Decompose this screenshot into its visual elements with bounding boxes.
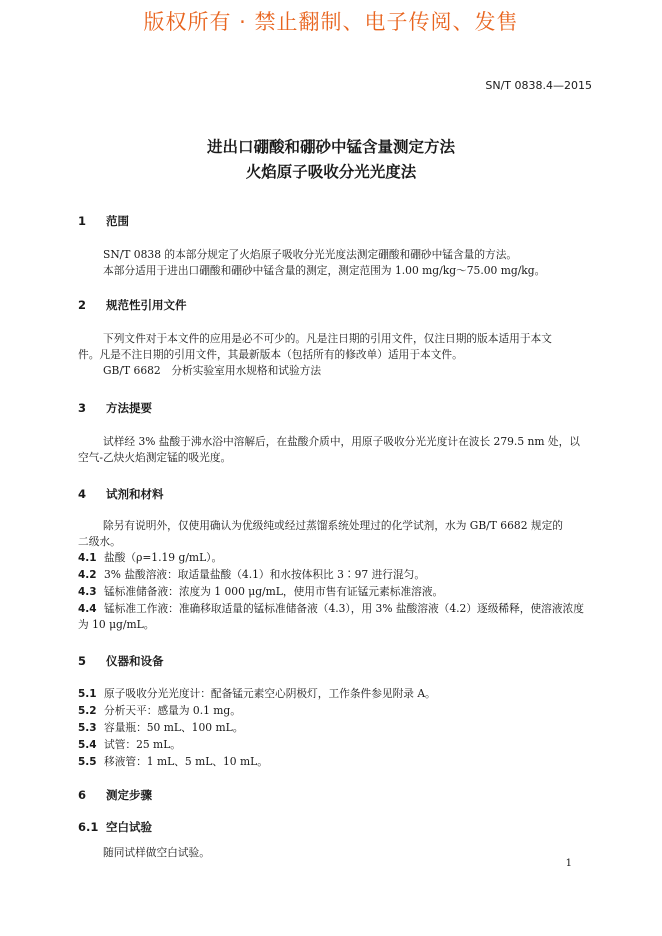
subsection-6-1-heading [78, 819, 152, 835]
section-6-heading [78, 787, 152, 803]
clause-5-5 [78, 754, 268, 769]
clause-text: 盐酸（ρ=1.19 g/mL）。 [104, 551, 223, 564]
page-number: 1 [565, 858, 572, 869]
clause-number: 5.4 [78, 739, 97, 751]
clause-number: 4.4 [78, 603, 97, 615]
section-title: 仪器和设备 [106, 654, 164, 668]
section-1-paragraph-2: 本部分适用于进出口硼酸和硼砂中锰含量的测定，测定范围为 1.00 mg/kg～75.00 mg/kg。 [103, 264, 546, 277]
clause-4-3 [78, 584, 443, 599]
section-3-paragraph-line2: 空气-乙炔火焰测定锰的吸光度。 [78, 451, 232, 464]
clause-number: 5.1 [78, 688, 97, 700]
document-title-line1: 进出口硼酸和硼砂中锰含量测定方法 [206, 138, 455, 156]
section-number: 1 [78, 214, 87, 228]
clause-number: 4.1 [78, 552, 97, 564]
section-2-heading [78, 297, 187, 313]
section-4-paragraph-line1: 除另有说明外，仅使用确认为优级纯或经过蒸馏系统处理过的化学试剂，水为 GB/T 6682 规定的 [103, 519, 563, 532]
section-number: 6 [78, 788, 87, 802]
section-3-paragraph-line1: 试样经 3% 盐酸于沸水浴中溶解后，在盐酸介质中，用原子吸收分光光度计在波长 279.5 nm 处，以 [103, 435, 580, 448]
clause-text: 原子吸收分光光度计：配备锰元素空心阴极灯，工作条件参见附录 A。 [104, 687, 436, 700]
clause-4-1 [78, 550, 222, 565]
clause-5-1 [78, 686, 436, 701]
section-4-heading [78, 486, 164, 502]
section-number: 3 [78, 401, 87, 415]
section-2-paragraph-line2: 件。凡是不注日期的引用文件，其最新版本（包括所有的修改单）适用于本文件。 [78, 348, 463, 361]
section-number: 2 [78, 298, 87, 312]
clause-4-4-continuation: 为 10 μg/mL。 [78, 618, 155, 631]
copyright-watermark: 版权所有 · 禁止翻制、电子传阅、发售 [143, 10, 519, 34]
subsection-title: 空白试验 [106, 820, 152, 834]
clause-number: 5.2 [78, 705, 97, 717]
clause-4-2 [78, 567, 425, 582]
clause-number: 5.3 [78, 722, 97, 734]
section-4-paragraph-line2: 二级水。 [78, 535, 121, 548]
section-number: 4 [78, 487, 87, 501]
clause-text: 3% 盐酸溶液：取适量盐酸（4.1）和水按体积比 3∶97 进行混匀。 [104, 568, 426, 581]
section-2-paragraph-line1: 下列文件对于本文件的应用是必不可少的。凡是注日期的引用文件，仅注日期的版本适用于本文 [103, 332, 552, 345]
section-title: 范围 [106, 214, 129, 228]
normative-reference: GB/T 6682 分析实验室用水规格和试验方法 [103, 364, 322, 377]
section-3-heading [78, 400, 152, 416]
section-number: 5 [78, 654, 87, 668]
section-1-heading [78, 213, 129, 229]
subsection-number: 6.1 [78, 820, 99, 834]
clause-text: 锰标准储备液：浓度为 1 000 μg/mL，使用市售有证锰元素标准溶液。 [104, 585, 444, 598]
clause-5-4 [78, 737, 181, 752]
clause-number: 5.5 [78, 756, 97, 768]
section-1-paragraph-1: SN/T 0838 的本部分规定了火焰原子吸收分光光度法测定硼酸和硼砂中锰含量的方法。 [103, 248, 518, 261]
clause-text: 试管：25 mL。 [104, 738, 181, 751]
clause-text: 锰标准工作液：准确移取适量的锰标准储备液（4.3），用 3% 盐酸溶液（4.2）逐级稀释，使溶液浓度 [104, 602, 584, 615]
clause-5-3 [78, 720, 243, 735]
section-title: 方法提要 [106, 401, 152, 415]
document-title-line2: 火焰原子吸收分光光度法 [245, 163, 417, 181]
subsection-6-1-text: 随同试样做空白试验。 [103, 846, 210, 859]
clause-text: 移液管：1 mL、5 mL、10 mL。 [104, 755, 268, 768]
section-5-heading [78, 653, 164, 669]
section-title: 测定步骤 [106, 788, 152, 802]
section-title: 试剂和材料 [106, 487, 164, 501]
clause-number: 4.2 [78, 569, 97, 581]
section-title: 规范性引用文件 [106, 298, 187, 312]
clause-text: 容量瓶：50 mL、100 mL。 [104, 721, 244, 734]
clause-4-4 [78, 601, 584, 616]
clause-text: 分析天平：感量为 0.1 mg。 [104, 704, 241, 717]
standard-number: SN/T 0838.4—2015 [485, 79, 592, 92]
clause-5-2 [78, 703, 241, 718]
clause-number: 4.3 [78, 586, 97, 598]
